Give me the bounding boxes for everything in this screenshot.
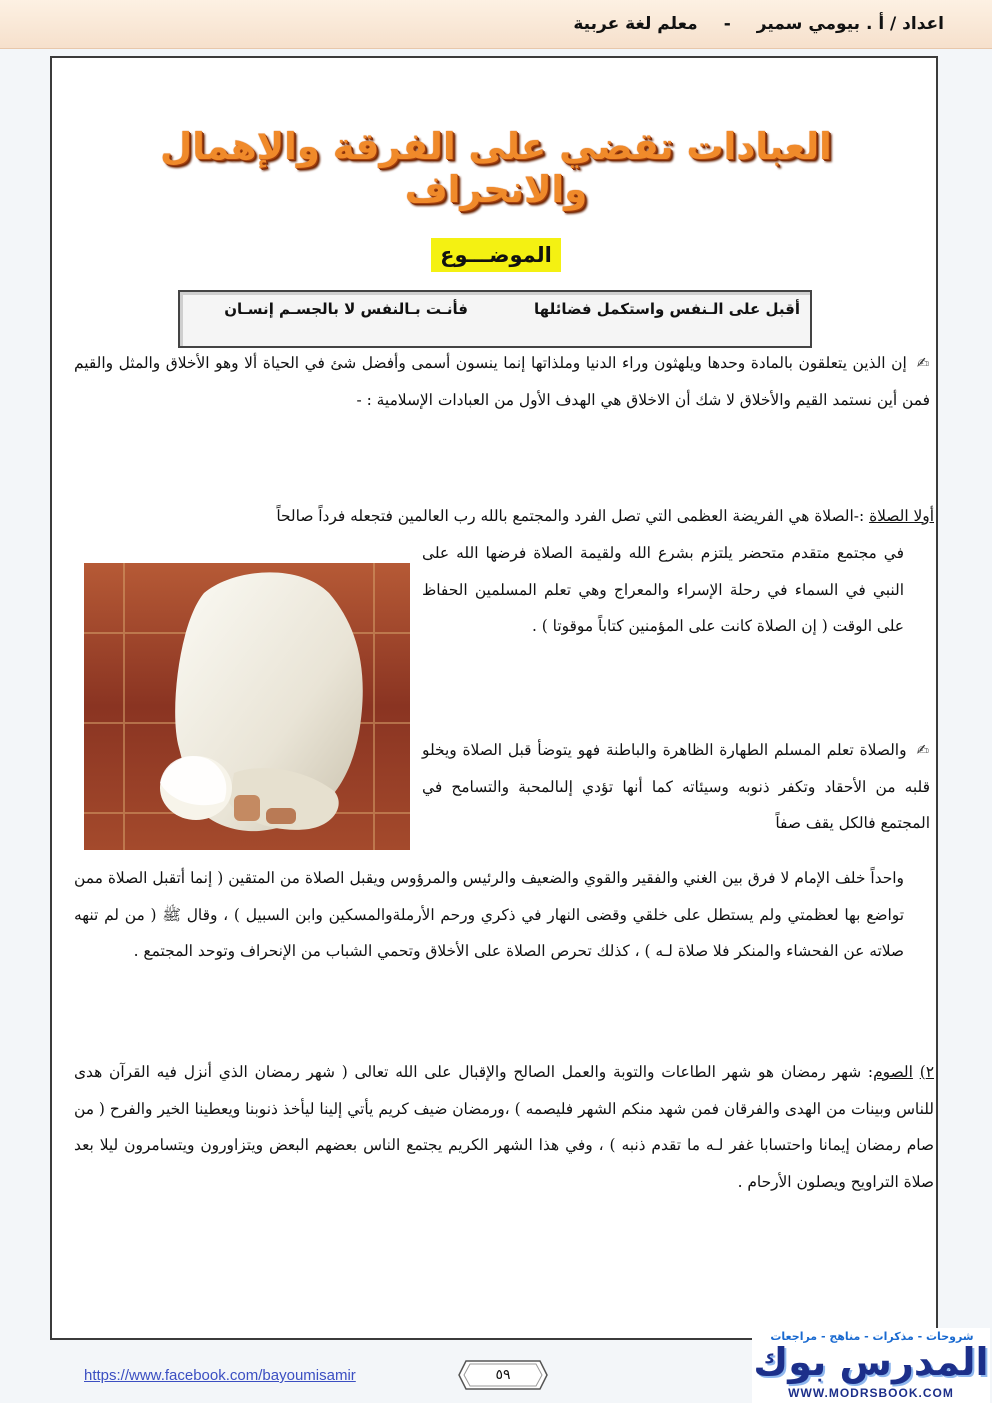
fasting-paragraph [74, 1054, 934, 1200]
poem-box [178, 290, 812, 348]
pencil-bullet-icon: ✍ [916, 741, 930, 759]
subject-label: الموضـــوع [431, 238, 561, 272]
praying-man-illustration [84, 563, 410, 850]
author-name: اعداد / أ . بيومي سمير [756, 14, 944, 34]
intro-paragraph [74, 345, 930, 418]
poem-verse-1: أقبل على الـنفس واستكمل فضائلها [534, 300, 800, 318]
author-role: معلم لغة عربية [573, 14, 698, 34]
prayer-paragraph-2b: واحداً خلف الإمام لا فرق بين الغني والفقير والقوي والضعيف والرئيس والمرؤوس ويقبل الصلاة من المتقين ( إنما أتقبل الصلاة ممن تواضع بها لعظمتي ولم يستطل على خلقي وقضى النهار في ذكري ورحم الأرملةوالمسكين وابن السبيل ) ، وقال ﷺ ( من لم تنهه صلاته عن الفحشاء والمنكر فلا صلاة لـه ) ، كذلك تحرص الصلاة على الأخلاق وتحمي الشباب من الإنحراف وتوحد المجتمع . [74, 869, 904, 960]
header-dash: - [723, 14, 731, 34]
prayer-paragraph-2a [422, 732, 930, 842]
page-title: العبادات تقضي على الفرقة والإهمال والانحراف [160, 125, 832, 211]
page-number-badge [458, 1358, 548, 1392]
fasting-text: : شهر رمضان هو شهر الطاعات والتوبة والعمل الصالح والإقبال على الله تعالى ( شهر رمضان الذي أنزل فيه القرآن هدى للناس وبينات من الهدى والفرقان فمن شهد منكم الشهر فليصمه ) ،ورمضان ضيف كريم يأتي إلينا ليأخذ ذنوبنا ويعطينا الخير والفرح ( من صام رمضان إيمانا واحتسابا غفر لـه ما تقدم ذنبه ) ، وفي هذا الشهر الكريم يجتمع الناس بعضهم البعض ويتزاورون ويتسامرون ليلا بعد صلاة التراويح ويصلون الأرحام . [74, 1063, 934, 1191]
logo-url: WWW.MODRSBOOK.COM [788, 1386, 954, 1400]
logo-tagline: شروحات - مذكرات - مناهج - مراجعات [770, 1330, 974, 1343]
prayer-heading: أولا الصلاة [869, 507, 934, 525]
page-header [0, 0, 992, 49]
prayer-line1: :-الصلاة هي الفريضة العظمى التي تصل الفرد والمجتمع بالله رب العالمين فتجعله فرداً صالحاً [276, 507, 870, 525]
prayer-para2a-text: والصلاة تعلم المسلم الطهارة الظاهرة والباطنة فهو يتوضأ قبل الصلاة ويخلو قلبه من الأحقاد وتكفر ذنوبه وسيئاته كما أنها تؤدي إلىالمحبة والتسامح في المجتمع فالكل يقف صفاً [422, 741, 930, 832]
site-logo [752, 1328, 990, 1403]
intro-text: إن الذين يتعلقون بالمادة وحدها ويلهثون وراء الدنيا وملذاتها إنما ينسون أسمى وأفضل شئ في الحياة ألا وهو الأخلاق والمثل والقيم فمن أين نستمد القيم والأخلاق لا شك أن الاخلاق هي الهدف الأول من العبادات الإسلامية : - [74, 354, 930, 409]
page-number: ٥٩ [495, 1367, 511, 1383]
fasting-heading: الصوم [873, 1063, 913, 1081]
logo-name: المدرس بوك [753, 1340, 989, 1384]
prayer-body: في مجتمع متقدم متحضر يلتزم بشرع الله ولقيمة الصلاة فرضها الله على النبي في السماء في رحلة الإسراء والمعراج وهي تعلم المسلمين الحفاظ على الوقت ( إن الصلاة كانت على المؤمنين كتاباً موقوتا ) . [422, 544, 904, 635]
prayer-intro-line [74, 498, 934, 535]
prayer-photo [84, 563, 410, 850]
poem-verse-2: فأنـت بـالنفس لا بالجسـم إنسـان [224, 300, 468, 318]
facebook-link[interactable]: https://www.facebook.com/bayoumisamir [84, 1367, 356, 1384]
author-line [547, 14, 944, 34]
fasting-number: ٢) [919, 1063, 934, 1081]
pencil-bullet-icon: ✍ [916, 354, 930, 372]
